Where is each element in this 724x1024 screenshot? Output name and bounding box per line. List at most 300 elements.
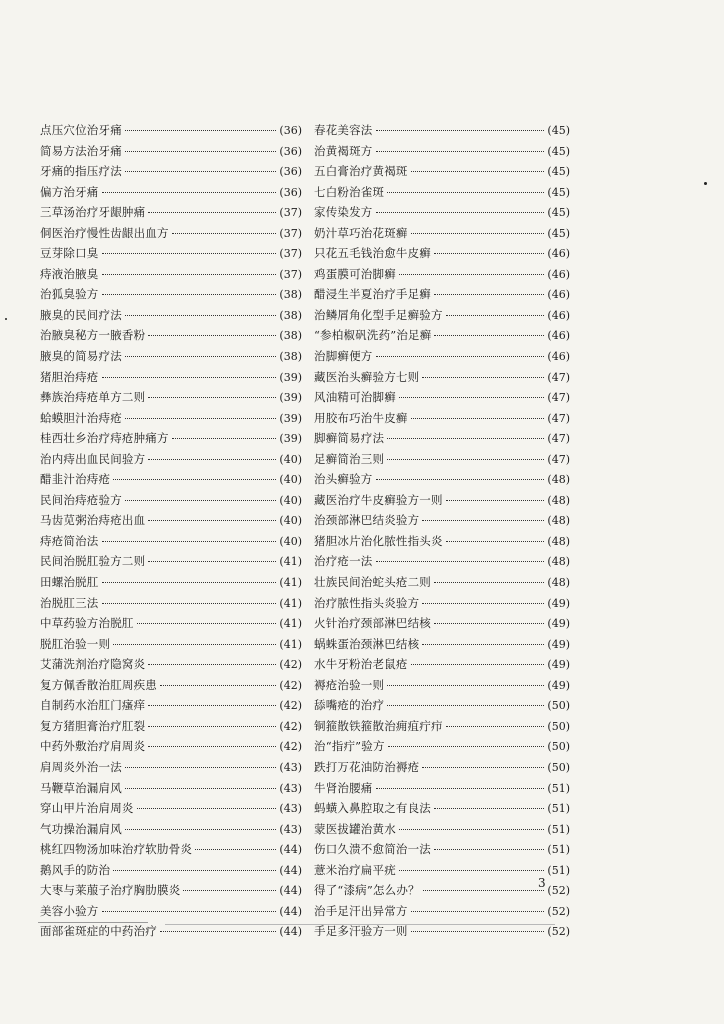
toc-leader-dots	[376, 211, 545, 213]
toc-entry	[314, 860, 570, 881]
toc-entry-title: 复方猪胆膏治疗肛裂	[40, 718, 146, 733]
toc-entry-title: 治鳞屑角化型手足癣验方	[314, 307, 443, 322]
toc-entry-title: “参柏椒矾洗药”治足癣	[314, 328, 432, 343]
toc-entry-page: (37)	[279, 247, 302, 261]
toc-entry-title: 偏方治牙痛	[40, 184, 99, 199]
toc-entry-title: 藏医治疗牛皮癣验方一则	[314, 492, 443, 507]
toc-leader-dots	[102, 191, 277, 193]
toc-entry-page: (43)	[279, 822, 302, 836]
toc-leader-dots	[125, 828, 277, 830]
toc-leader-dots	[125, 766, 277, 768]
toc-entry-title: 猪胆冰片治化脓性指头炎	[314, 533, 443, 548]
scan-edge-line	[165, 924, 555, 925]
toc-entry	[314, 182, 570, 203]
toc-entry	[40, 860, 302, 881]
toc-entry-title: 醋韭汁治痔疮	[40, 472, 111, 487]
toc-entry-page: (48)	[547, 555, 570, 569]
toc-entry-title: 马鞭草治漏肩风	[40, 780, 122, 795]
toc-entry-title: 中草药验方治脱肛	[40, 616, 134, 631]
toc-leader-dots	[387, 437, 544, 439]
toc-entry-page: (44)	[279, 843, 302, 857]
toc-entry-page: (46)	[547, 247, 570, 261]
toc-entry-title: 薏米治疗扁平疣	[314, 862, 396, 877]
toc-entry	[40, 757, 302, 778]
toc-entry-title: 手足多汗验方一则	[314, 924, 408, 939]
toc-entry-page: (47)	[547, 370, 570, 384]
toc-entry	[314, 798, 570, 819]
toc-entry	[314, 325, 570, 346]
toc-leader-dots	[376, 560, 545, 562]
toc-leader-dots	[102, 581, 277, 583]
toc-entry	[314, 510, 570, 531]
toc-entry	[314, 202, 570, 223]
toc-entry	[314, 367, 570, 388]
toc-entry-title: 自制药水治肛门瘙痒	[40, 698, 146, 713]
toc-entry-title: 面部雀斑症的中药治疗	[40, 924, 157, 939]
toc-entry-page: (51)	[547, 822, 570, 836]
toc-entry	[40, 325, 302, 346]
toc-leader-dots	[434, 252, 544, 254]
toc-leader-dots	[411, 930, 545, 932]
toc-entry-title: 治疗脓性指头炎验方	[314, 595, 420, 610]
toc-entry-title: 五白膏治疗黄褐斑	[314, 164, 408, 179]
toc-entry-page: (50)	[547, 760, 570, 774]
toc-leader-dots	[446, 725, 545, 727]
toc-entry-page: (41)	[279, 637, 302, 651]
toc-entry-title: 三草汤治疗牙龈肿痛	[40, 205, 146, 220]
toc-entry-title: 奶汁草巧治花斑癣	[314, 225, 408, 240]
toc-entry-title: 蜗蛛蛋治颈淋巴结核	[314, 636, 420, 651]
toc-entry-title: 足癣简治三则	[314, 451, 385, 466]
toc-entry-page: (41)	[279, 555, 302, 569]
toc-entry-title: 治脚癣便方	[314, 349, 373, 364]
toc-leader-dots	[399, 396, 545, 398]
toc-entry-title: 美容小验方	[40, 903, 99, 918]
toc-entry-title: 治手足汗出异常方	[314, 903, 408, 918]
toc-leader-dots	[422, 376, 544, 378]
toc-entry-title: 治狐臭验方	[40, 287, 99, 302]
toc-entry-title: 彝族治痔疮单方二则	[40, 390, 146, 405]
toc-entry-page: (36)	[279, 165, 302, 179]
toc-entry	[314, 305, 570, 326]
toc-entry	[40, 182, 302, 203]
toc-entry-page: (37)	[279, 267, 302, 281]
toc-entry-page: (49)	[547, 658, 570, 672]
toc-entry-page: (41)	[279, 576, 302, 590]
toc-entry	[40, 428, 302, 449]
toc-entry-title: 治疗疮一法	[314, 554, 373, 569]
toc-leader-dots	[411, 663, 545, 665]
toc-entry-page: (48)	[547, 576, 570, 590]
toc-entry-title: 腋臭的简易疗法	[40, 349, 122, 364]
toc-entry-page: (45)	[547, 124, 570, 137]
scan-speck	[5, 318, 7, 320]
toc-entry	[314, 654, 570, 675]
toc-entry-title: 治“指疔”验方	[314, 739, 385, 754]
toc-leader-dots	[125, 787, 277, 789]
toc-leader-dots	[399, 869, 545, 871]
scan-edge-line	[38, 922, 148, 923]
toc-leader-dots	[411, 232, 545, 234]
toc-entry-title: 复方佩香散治肛周疾患	[40, 677, 157, 692]
toc-leader-dots	[148, 560, 276, 562]
toc-leader-dots	[446, 540, 545, 542]
toc-entry-page: (51)	[547, 843, 570, 857]
toc-leader-dots	[102, 376, 277, 378]
toc-entry-page: (38)	[279, 308, 302, 322]
toc-entry	[40, 264, 302, 285]
toc-leader-dots	[148, 519, 276, 521]
toc-entry-page: (49)	[547, 596, 570, 610]
toc-leader-dots	[102, 540, 277, 542]
toc-leader-dots	[376, 787, 545, 789]
toc-entry	[40, 839, 302, 860]
toc-entry-title: 猪胆治痔疮	[40, 369, 99, 384]
toc-entry	[40, 736, 302, 757]
toc-entry-title: 肩周炎外治一法	[40, 759, 122, 774]
toc-entry	[314, 490, 570, 511]
toc-entry-title: 痔疮简治法	[40, 533, 99, 548]
toc-entry-title: 蚂蟥入鼻腔取之有良法	[314, 801, 431, 816]
toc-entry-page: (44)	[279, 884, 302, 898]
toc-entry-title: 醋浸生半夏治疗手足癣	[314, 287, 431, 302]
toc-entry-page: (45)	[547, 144, 570, 158]
toc-leader-dots	[387, 458, 544, 460]
toc-entry	[40, 880, 302, 901]
toc-leader-dots	[434, 581, 544, 583]
toc-leader-dots	[148, 745, 276, 747]
toc-entry	[40, 305, 302, 326]
toc-leader-dots	[399, 273, 545, 275]
toc-entry-page: (48)	[547, 493, 570, 507]
toc-entry	[40, 675, 302, 696]
toc-entry-title: 简易方法治牙痛	[40, 143, 122, 158]
toc-entry-title: 痔液治腋臭	[40, 266, 99, 281]
toc-entry	[314, 880, 570, 901]
toc-entry-page: (51)	[547, 802, 570, 816]
toc-entry	[314, 839, 570, 860]
toc-entry-title: 桂西壮乡治疗痔疮肿痛方	[40, 431, 169, 446]
toc-entry-title: 铜箍散铁箍散治痈疽疔疖	[314, 718, 443, 733]
toc-entry-title: 治头癣验方	[314, 472, 373, 487]
toc-entry-title: 藏医治头癣验方七则	[314, 369, 420, 384]
toc-entry	[314, 387, 570, 408]
toc-leader-dots	[113, 478, 276, 480]
toc-entry-title: 治内痔出血民间验方	[40, 451, 146, 466]
toc-entry	[40, 284, 302, 305]
toc-entry	[314, 819, 570, 840]
toc-leader-dots	[160, 684, 276, 686]
toc-leader-dots	[148, 725, 276, 727]
toc-leader-dots	[102, 252, 277, 254]
toc-entry-page: (40)	[279, 534, 302, 548]
toc-entry-page: (43)	[279, 781, 302, 795]
toc-entry-page: (45)	[547, 206, 570, 220]
toc-leader-dots	[376, 478, 545, 480]
toc-entry-page: (46)	[547, 350, 570, 364]
toc-entry	[40, 490, 302, 511]
toc-entry-title: 侗医治疗慢性齿龈出血方	[40, 225, 169, 240]
toc-entry-page: (45)	[547, 226, 570, 240]
toc-entry-title: 跌打万花油防治褥疮	[314, 759, 420, 774]
toc-entry	[314, 593, 570, 614]
toc-entry-page: (50)	[547, 719, 570, 733]
toc-entry-title: 得了“漆病”怎么办？	[314, 883, 420, 898]
toc-entry-title: 气功操治漏肩风	[40, 821, 122, 836]
toc-leader-dots	[387, 704, 544, 706]
toc-entry	[314, 428, 570, 449]
toc-entry-page: (42)	[279, 658, 302, 672]
toc-leader-dots	[137, 622, 277, 624]
toc-entry-page: (37)	[279, 206, 302, 220]
toc-entry	[40, 819, 302, 840]
toc-entry-title: 只花五毛钱治愈牛皮癣	[314, 246, 431, 261]
toc-entry-title: 春花美容法	[314, 123, 373, 137]
toc-leader-dots	[399, 828, 545, 830]
toc-leader-dots	[376, 355, 545, 357]
toc-entry	[314, 223, 570, 244]
toc-leader-dots	[387, 191, 544, 193]
toc-entry-title: 舔嘴疮的治疗	[314, 698, 385, 713]
toc-leader-dots	[376, 150, 545, 152]
toc-entry	[40, 901, 302, 922]
toc-leader-dots	[422, 643, 544, 645]
toc-entry-page: (49)	[547, 617, 570, 631]
toc-entry	[40, 593, 302, 614]
toc-entry-page: (39)	[279, 370, 302, 384]
toc-entry-page: (40)	[279, 473, 302, 487]
toc-entry-title: 马齿苋粥治痔疮出血	[40, 513, 146, 528]
toc-entry-page: (42)	[279, 740, 302, 754]
toc-leader-dots	[422, 766, 544, 768]
toc-entry-page: (38)	[279, 329, 302, 343]
toc-entry	[314, 243, 570, 264]
toc-entry-page: (51)	[547, 781, 570, 795]
toc-entry-title: 蒙医拔罐治黄水	[314, 821, 396, 836]
toc-entry	[40, 161, 302, 182]
toc-entry	[40, 469, 302, 490]
toc-leader-dots	[446, 499, 545, 501]
toc-leader-dots	[102, 602, 277, 604]
toc-entry	[40, 716, 302, 737]
toc-entry	[40, 346, 302, 367]
toc-entry-title: 治颈部淋巴结炎验方	[314, 513, 420, 528]
toc-entry	[40, 778, 302, 799]
toc-entry	[314, 675, 570, 696]
toc-leader-dots	[160, 930, 276, 932]
toc-leader-dots	[422, 602, 544, 604]
toc-entry-title: 点压穴位治牙痛	[40, 123, 122, 137]
toc-entry-page: (47)	[547, 432, 570, 446]
toc-entry-title: 鹅风手的防治	[40, 862, 111, 877]
toc-entry-page: (42)	[279, 678, 302, 692]
toc-entry-title: 伤口久溃不愈简治一法	[314, 842, 431, 857]
toc-leader-dots	[113, 869, 276, 871]
toc-entry	[40, 551, 302, 572]
toc-entry	[314, 141, 570, 162]
toc-leader-dots	[172, 232, 277, 234]
scan-speck	[704, 182, 707, 185]
toc-entry	[314, 120, 570, 141]
toc-entry-title: 豆芽除口臭	[40, 246, 99, 261]
toc-entry-page: (50)	[547, 699, 570, 713]
toc-entry-title: 壮族民间治蛇头疮二则	[314, 575, 431, 590]
toc-entry-title: 桃红四物汤加味治疗软肋骨炎	[40, 842, 193, 857]
toc-leader-dots	[125, 150, 277, 152]
toc-leader-dots	[434, 334, 544, 336]
toc-entry-page: (44)	[279, 904, 302, 918]
toc-leader-dots	[195, 848, 276, 850]
toc-entry-title: 脱肛治验一则	[40, 636, 111, 651]
toc-right-column	[314, 120, 570, 942]
toc-entry	[40, 634, 302, 655]
toc-entry-title: 水牛牙粉治老鼠疮	[314, 657, 408, 672]
toc-entry-page: (46)	[547, 308, 570, 322]
toc-entry	[40, 223, 302, 244]
toc-entry-title: 穿山甲片治肩周炎	[40, 801, 134, 816]
toc-leader-dots	[172, 437, 277, 439]
toc-leader-dots	[125, 499, 277, 501]
toc-entry-title: 艾蒲洗剂治疗隐窝炎	[40, 657, 146, 672]
toc-entry	[314, 531, 570, 552]
toc-leader-dots	[388, 745, 545, 747]
toc-entry-page: (36)	[279, 124, 302, 137]
toc-entry-title: 治腋臭秘方一腋香粉	[40, 328, 146, 343]
toc-entry-title: 脚癣简易疗法	[314, 431, 385, 446]
toc-entry	[40, 531, 302, 552]
toc-entry	[40, 408, 302, 429]
toc-entry	[40, 243, 302, 264]
toc-entry-page: (40)	[279, 493, 302, 507]
toc-entry-page: (41)	[279, 596, 302, 610]
toc-leader-dots	[422, 519, 544, 521]
toc-leader-dots	[102, 293, 277, 295]
toc-entry-page: (46)	[547, 288, 570, 302]
toc-entry	[314, 716, 570, 737]
toc-entry-page: (38)	[279, 350, 302, 364]
toc-left-column	[40, 120, 302, 942]
toc-entry-title: 腋臭的民间疗法	[40, 307, 122, 322]
toc-entry	[314, 469, 570, 490]
toc-entry	[314, 161, 570, 182]
toc-entry-page: (37)	[279, 226, 302, 240]
toc-entry-title: 牙痛的指压疗法	[40, 164, 122, 179]
toc-entry-page: (46)	[547, 267, 570, 281]
toc-entry	[314, 264, 570, 285]
toc-entry	[314, 634, 570, 655]
toc-entry-title: 民间治痔疮验方	[40, 492, 122, 507]
toc-leader-dots	[148, 458, 276, 460]
toc-entry-page: (45)	[547, 185, 570, 199]
toc-leader-dots	[446, 314, 545, 316]
toc-entry	[314, 572, 570, 593]
toc-entry	[40, 572, 302, 593]
toc-entry	[40, 510, 302, 531]
toc-entry-page: (49)	[547, 678, 570, 692]
toc-entry-page: (45)	[547, 165, 570, 179]
toc-entry	[40, 120, 302, 141]
toc-entry	[314, 613, 570, 634]
toc-entry-title: 蛤蟆胆汁治痔疮	[40, 410, 122, 425]
toc-entry-page: (38)	[279, 288, 302, 302]
toc-leader-dots	[102, 910, 277, 912]
toc-entry-title: 家传染发方	[314, 205, 373, 220]
toc-entry-page: (43)	[279, 802, 302, 816]
toc-entry	[40, 613, 302, 634]
toc-entry	[314, 408, 570, 429]
toc-entry-page: (39)	[279, 432, 302, 446]
toc-entry-page: (43)	[279, 760, 302, 774]
toc-entry-page: (44)	[279, 863, 302, 877]
toc-entry-page: (42)	[279, 719, 302, 733]
toc-leader-dots	[434, 848, 544, 850]
toc-entry-title: 鸡蛋膜可治脚癣	[314, 266, 396, 281]
toc-entry-page: (46)	[547, 329, 570, 343]
toc-entry-page: (47)	[547, 391, 570, 405]
toc-entry-title: 牛肾治腰痛	[314, 780, 373, 795]
toc-leader-dots	[113, 643, 276, 645]
toc-entry	[314, 778, 570, 799]
toc-leader-dots	[125, 129, 277, 131]
toc-entry	[314, 901, 570, 922]
toc-entry	[40, 202, 302, 223]
toc-entry-page: (36)	[279, 185, 302, 199]
toc-leader-dots	[125, 355, 277, 357]
toc-leader-dots	[148, 211, 276, 213]
toc-leader-dots	[434, 622, 544, 624]
page-number: 3	[538, 876, 546, 890]
toc-entry-page: (51)	[547, 863, 570, 877]
toc-entry	[314, 695, 570, 716]
toc-entry-page: (48)	[547, 534, 570, 548]
toc-entry	[40, 141, 302, 162]
toc-entry-page: (40)	[279, 514, 302, 528]
toc-leader-dots	[411, 417, 545, 419]
toc-leader-dots	[423, 889, 545, 891]
toc-leader-dots	[387, 684, 544, 686]
toc-entry	[314, 284, 570, 305]
toc-entry	[314, 736, 570, 757]
toc-leader-dots	[411, 170, 545, 172]
toc-entry	[40, 798, 302, 819]
toc-entry-title: 风油精可治脚癣	[314, 390, 396, 405]
toc-leader-dots	[183, 889, 276, 891]
toc-leader-dots	[102, 273, 277, 275]
toc-leader-dots	[125, 417, 277, 419]
toc-entry-page: (52)	[547, 925, 570, 939]
toc-entry	[314, 449, 570, 470]
toc-leader-dots	[148, 704, 276, 706]
toc-entry-title: 民间治脱肛验方二则	[40, 554, 146, 569]
toc-entry-title: 大枣与莱菔子治疗胸肋膜炎	[40, 883, 181, 898]
toc-leader-dots	[125, 314, 277, 316]
toc-entry-page: (52)	[547, 884, 570, 898]
toc-entry-page: (41)	[279, 617, 302, 631]
toc-leader-dots	[148, 663, 276, 665]
toc-entry-title: 治脱肛三法	[40, 595, 99, 610]
toc-entry-title: 中药外敷治疗肩周炎	[40, 739, 146, 754]
toc-entry	[314, 346, 570, 367]
toc-entry	[40, 387, 302, 408]
toc-entry	[40, 367, 302, 388]
toc-entry-title: 火针治疗颈部淋巴结核	[314, 616, 431, 631]
toc-entry-page: (52)	[547, 904, 570, 918]
toc-entry-page: (49)	[547, 637, 570, 651]
toc-entry-page: (47)	[547, 452, 570, 466]
toc-entry-page: (47)	[547, 411, 570, 425]
toc-entry-title: 田螺治脱肛	[40, 575, 99, 590]
toc-entry-page: (44)	[279, 925, 302, 939]
